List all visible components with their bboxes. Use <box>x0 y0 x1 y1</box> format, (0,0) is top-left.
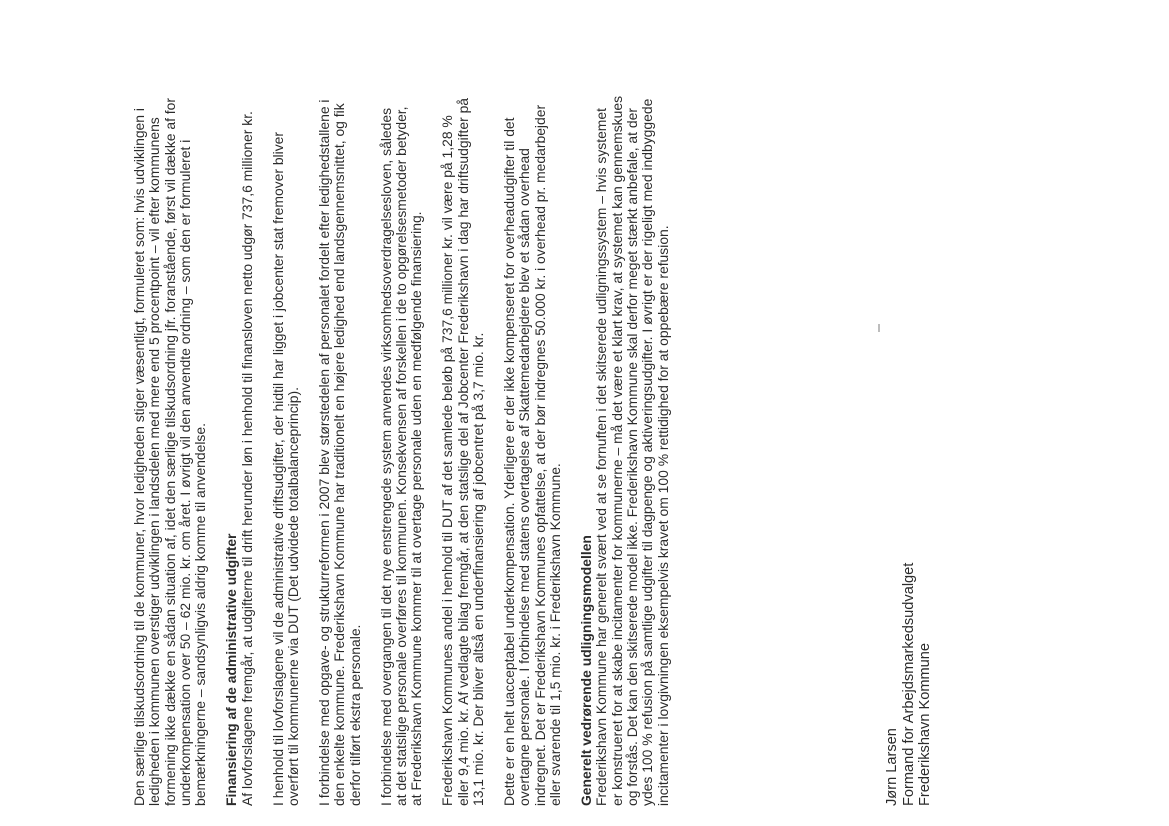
section-heading: Finansiering af de administrative udgifter <box>223 533 240 806</box>
signatory-title: Formand for Arbejdsmarkedsudvalget <box>900 562 917 806</box>
paragraph-text: Frederikshavn Kommune har generelt svært ved at se fornuften i det skitserede udligningssystem – hvis systemet er konstrueret for at skabe incitamenter for kommunerne – må det være et klart krav, at systemet kan gennemskues og forstås. Det kan den skitserede model ikke. Frederikshavn Kommune skal derfor meget stærkt anbefale, at der ydes 100 % refusion på samtlige udgifter til dagpenge og aktiveringsudgifter. I øvrigt er der rigeligt med indbyggede incitamenter i lovgivningen eksempelvis kravet om 100 % rettidighed for at oppebære refusion. <box>593 95 671 806</box>
paragraph-dut-transfer <box>271 94 302 806</box>
signatory-name: Jørn Larsen <box>884 728 900 806</box>
paragraph-admin-financing <box>224 94 255 806</box>
signatory-organization: Frederikshavn Kommune <box>917 642 934 806</box>
paragraph-text: I henhold til lovforslagene vil de administrative driftsudgifter, der hidtil har ligget i jobcenter stat fremover bliver overført til kommunerne via DUT (Det udvidede totalbalanceprincip). <box>269 131 301 806</box>
paragraph-text: I forbindelse med overgangen til det nye enstrengede system anvendes virksomhedsoverdragelsesloven, således at det statslige personale overføres til kommunen. Konsekvensen af forskellen i de to opgørelsesmetoder betyder, at Frederikshavn Kommune kommer til at overtage personale uden en medfølgende finansiering. <box>377 106 425 806</box>
paragraph-overhead <box>502 94 563 806</box>
paragraph-text: I forbindelse med opgave- og strukturreformen i 2007 blev størstedelen af personalet fordelt efter ledighedstallene i den enkelte kommune. Frederikshavn Kommune har traditionelt en højere ledighed end landsgennemsnittet, og fik derfor tilført ekstra personale. <box>316 99 363 806</box>
paragraph-transition <box>379 94 425 806</box>
paragraph-text: Frederikshavn Kommunes andel i henhold til DUT af det samlede beløb på 737,6 millioner kr. vil være på 1,28 % eller 9,4 mio. kr. Af vedlagte bilag fremgår, at den statslige del af Jobcenter Frederikshavn i dag har driftsudgifter på 13,1 mio. kr. Der bliver altså en underfinansiering af jobcentret på 3,7 mio. kr. <box>439 97 487 806</box>
paragraph-equalization-model <box>579 94 671 806</box>
paragraph-structural-reform <box>317 94 363 806</box>
paragraph-text: Dette er en helt uacceptabel underkompensation. Yderligere er der ikke kompenseret for overheadudgifter til det overtagne personale. I forbindelse med statens overtagelse af Skattemedarbejdere blev et sådan overhead indregnet. Det er Frederikshavn Kommunes opfattelse, at der bør indregnes 50.000 kr. i overhead pr. medarbejder eller svarende til 1,5 mio. kr. i Frederikshavn Kommune. <box>501 104 564 806</box>
letter-body <box>132 94 687 806</box>
paragraph-dut-share <box>440 94 486 806</box>
paragraph-text: Af lovforslagene fremgår, at udgifterne til drift herunder løn i henhold til finansloven netto udgør 737,6 millioner kr. <box>238 111 255 806</box>
paragraph-text: Den særlige tilskudsordning til de kommuner, hvor ledigheden stiger væsentligt, formuleret som: hvis udviklingen i ledigheden i kommunen overstiger udviklingen i landsdelen med mere end 5 procentpoint – vil efter kommunens formening ikke dække en sådan situation af, idet den særlige tilskudsordning jfr. foranstående, først vil dække af for underkompensation over 50 – 62 mio. kr. om året. I øvrigt vil den anvendte ordning – som den er formuleret i bemærkningerne – sandsynligvis aldrig komme til anvendelse. <box>131 97 209 806</box>
signature-block <box>884 406 934 806</box>
paragraph-special-subsidy <box>132 94 208 806</box>
section-heading: Generelt vedrørende udligningsmodellen <box>578 535 595 806</box>
scan-artifact <box>878 324 880 332</box>
